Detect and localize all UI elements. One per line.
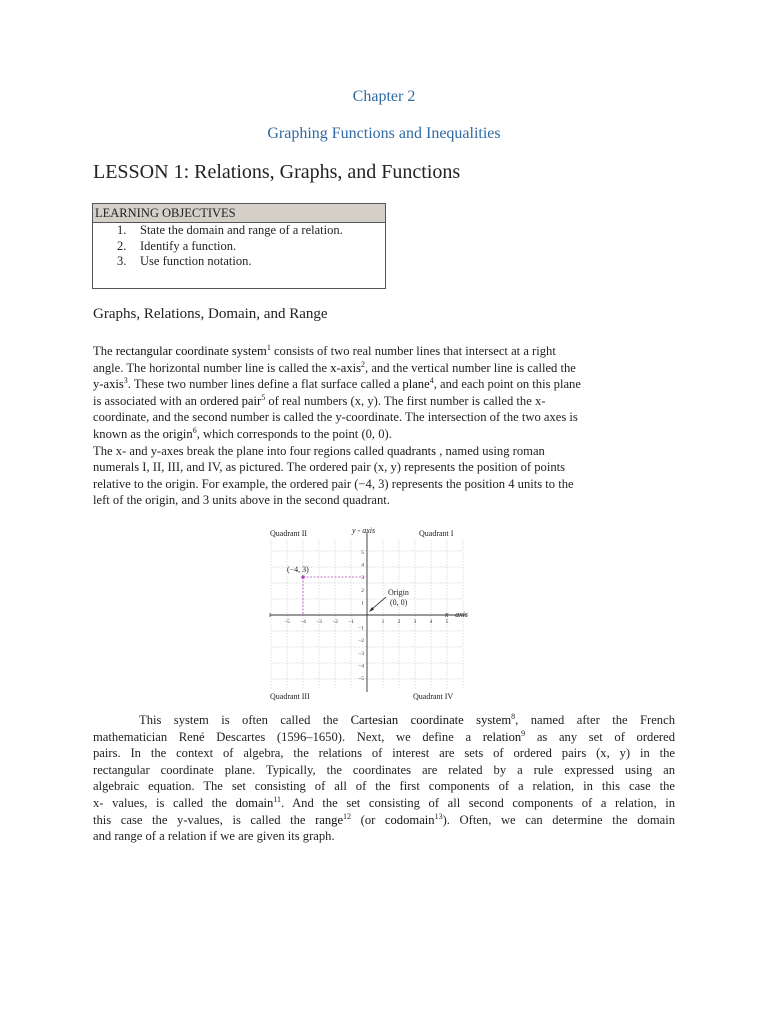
term-plane: plane (402, 377, 430, 392)
footnote-ref: 4 (429, 376, 434, 385)
term-relation: relation (482, 729, 522, 744)
term-domain: domain (235, 795, 274, 810)
text-line (93, 393, 675, 410)
term-cartesian-coordinate-system: Cartesian coordinate system (350, 713, 512, 727)
origin-label: Origin (388, 588, 409, 597)
y-tick-label: −2 (358, 638, 364, 645)
text-line (93, 376, 675, 393)
objective-text: Identify a function. (140, 238, 237, 253)
y-tick-label: 2 (361, 587, 364, 594)
text: . And the set consisting of all second components of a relation, in (281, 795, 675, 810)
x-tick-label: −4 (300, 619, 306, 625)
footnote-ref: 6 (192, 425, 197, 435)
x-tick-label: −1 (348, 619, 354, 625)
objective-text: State the domain and range of a relation. (140, 223, 343, 237)
text-line: and range of a relation if we are given its graph. (93, 829, 335, 844)
x-tick-label: −2 (332, 619, 338, 625)
text: this case the y-values, is called the (93, 812, 316, 827)
y-tick-label: −5 (358, 676, 364, 682)
footnote-ref: 5 (261, 392, 266, 402)
text: The x- and y-axes break the plane into four regions called (93, 443, 388, 458)
text: (or (351, 812, 385, 827)
lesson-title: LESSON 1: Relations, Graphs, and Functions (93, 161, 461, 183)
footnote-ref: 13 (434, 811, 443, 821)
x-tick-label: 1 (381, 619, 385, 625)
paragraph-coordinate-system (93, 343, 675, 509)
term-origin: origin (162, 426, 193, 441)
objective-text: Use function notation. (140, 254, 252, 268)
text-line: pairs. In the context of algebra, the relations of interest are sets of ordered pairs (x, y) in the (93, 746, 675, 761)
term-rectangular-coordinate-system: rectangular coordinate system (115, 344, 267, 358)
text: is associated with an (93, 393, 201, 408)
text: , and the vertical number line is called the (365, 360, 576, 375)
x-tick-label: 2 (397, 619, 401, 625)
y-tick-label: 1 (361, 600, 364, 607)
objective-item (93, 223, 385, 239)
footnote-ref: 8 (511, 711, 516, 721)
learning-objectives-header: LEARNING OBJECTIVES (93, 204, 385, 223)
term-quadrants: quadrants (387, 443, 437, 458)
y-tick-labels (358, 550, 364, 682)
x-tick-label: 4 (429, 619, 433, 625)
term-y-axis: y-axis (93, 377, 124, 392)
text-line (93, 426, 675, 443)
text: ). Often, we can determine the domain (442, 812, 675, 827)
quadrant-2-label: Quadrant II (270, 529, 308, 538)
footnote-ref: 12 (343, 811, 352, 821)
objective-item (93, 239, 385, 255)
text: known as the (93, 426, 163, 441)
text: , named using roman (436, 443, 545, 458)
x-tick-label: −3 (316, 619, 322, 625)
y-tick-label: 4 (361, 562, 364, 569)
text-line (93, 729, 675, 746)
origin-coords-label: (0, 0) (390, 598, 408, 607)
paragraph-cartesian-system (93, 712, 675, 845)
x-tick-labels (284, 619, 449, 625)
text: , named after the French (515, 713, 675, 727)
text: as any set of ordered (525, 729, 676, 744)
text-line (93, 360, 675, 377)
x-tick-label: −5 (284, 619, 290, 625)
x-tick-label: 3 (413, 619, 417, 625)
text-line (93, 795, 675, 812)
term-ordered-pair: ordered pair (200, 393, 262, 408)
chapter-heading: Chapter 2 (352, 88, 416, 105)
footnote-ref: 2 (361, 359, 366, 369)
y-tick-label: 3 (361, 575, 364, 582)
text: of real numbers (x, y). The first number is called the x- (265, 393, 546, 408)
text-line: relative to the origin. For example, the ordered pair (−4, 3) represents the position 4 units to the (93, 476, 574, 491)
objective-item (93, 254, 385, 270)
coordinate-plane-figure (262, 522, 474, 702)
text-line: rectangular coordinate plane. Typically, the coordinates are related by a rule expressed using an (93, 762, 675, 777)
quadrant-4-label: Quadrant IV (413, 692, 454, 701)
y-tick-label: −1 (358, 625, 364, 632)
text-line (93, 812, 675, 829)
text: . These two number lines define a flat surface called a (127, 377, 403, 392)
chapter-subtitle: Graphing Functions and Inequalities (267, 125, 501, 142)
text: , and each point on this plane (433, 377, 581, 392)
text: , which corresponds to the point (0, 0). (196, 426, 392, 441)
learning-objectives-list (93, 223, 385, 270)
text-line: left of the origin, and 3 units above in the second quadrant. (93, 493, 390, 508)
text: consists of two real number lines that intersect at a right (270, 344, 556, 358)
x-tick-label: 5 (445, 619, 449, 625)
term-codomain: codomain (384, 812, 435, 827)
objective-number: 1. (117, 223, 127, 237)
text: This system is often called the (139, 713, 351, 727)
text: mathematician René Descartes (1596–1650). Next, we define a (93, 729, 483, 744)
text-line: coordinate, and the second number is called the y-coordinate. The intersection of the two axes is (93, 410, 578, 425)
footnote-ref: 1 (266, 342, 271, 352)
objective-number: 3. (117, 254, 127, 268)
text-line: algebraic equation. The set consisting of all of the first components of a relation, in this case the (93, 779, 675, 794)
term-range: range (315, 812, 344, 827)
text-line (93, 712, 675, 729)
x-axis-label: x - axis (444, 610, 468, 619)
quadrant-3-label: Quadrant III (270, 692, 310, 701)
learning-objectives-box (92, 203, 386, 289)
quadrant-1-label: Quadrant I (419, 529, 454, 538)
y-axis-label: y - axis (352, 526, 376, 535)
footnote-ref: 3 (123, 376, 128, 385)
point-label: (−4, 3) (287, 565, 309, 574)
text: angle. The horizontal number line is called the (93, 360, 331, 375)
section-title: Graphs, Relations, Domain, and Range (93, 306, 328, 322)
text-line: numerals I, II, III, and IV, as pictured. The ordered pair (x, y) represents the position of points (93, 460, 566, 475)
text: x- values, is called the (93, 795, 236, 810)
point-marker (301, 575, 305, 579)
text-line (93, 443, 675, 460)
footnote-ref: 9 (521, 728, 526, 738)
y-tick-label: 5 (361, 550, 364, 556)
text: The (93, 344, 116, 358)
footnote-ref: 11 (273, 794, 282, 804)
text-line (93, 343, 675, 360)
y-tick-label: −4 (358, 663, 364, 670)
term-x-axis: x-axis (330, 360, 362, 375)
y-tick-label: −3 (358, 650, 364, 657)
objective-number: 2. (117, 238, 127, 253)
